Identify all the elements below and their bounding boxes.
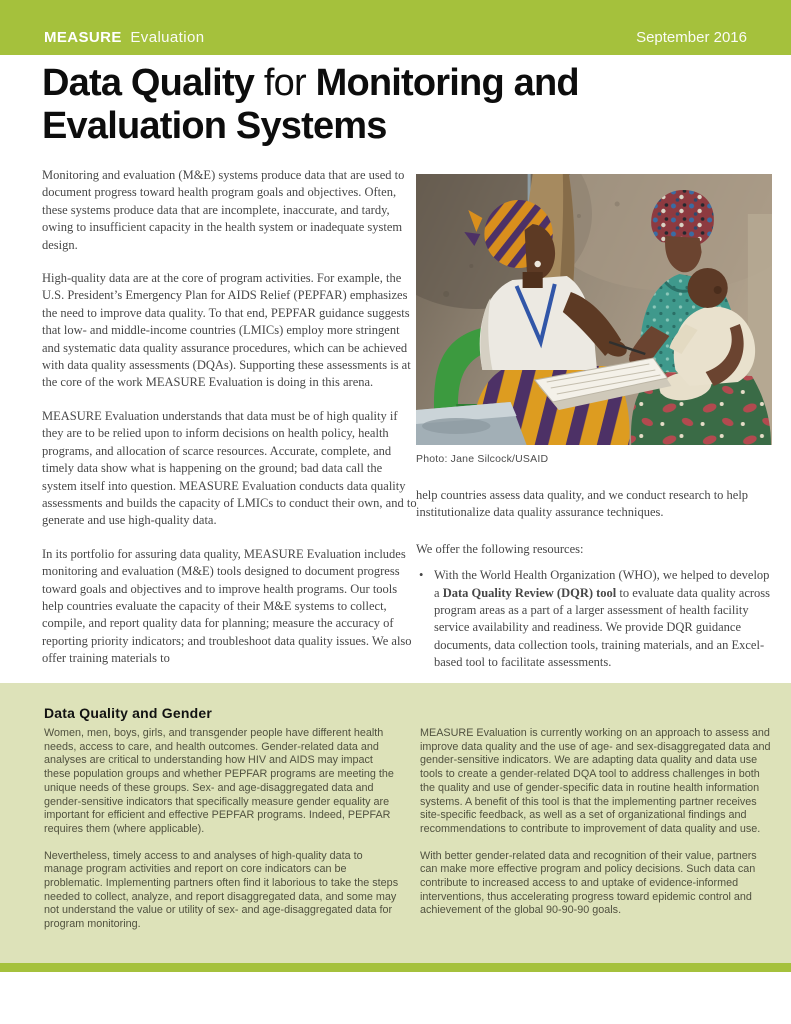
gender-right-column [420, 727, 772, 931]
title-seg-light: for [254, 62, 316, 104]
right-column [416, 174, 772, 672]
gender-left-column [44, 727, 400, 945]
field-interview-photo [416, 174, 772, 445]
intro-paragraph: High-quality data are at the core of program activities. For example, the U.S. President’s Emergency Plan for AIDS Relief (PEPFAR) emphasizes the need to improve data quality. To that end, PEPFAR guidance suggests that low- and middle-income countries (LMICs) employ more stringent and systematic data quality assurance procedures, which can be achieved with data quality assessments (DQAs). Supporting these assessments is at the core of the work MEASURE Evaluation is doing in this arena. [42, 271, 411, 390]
gender-paragraph: With better gender-related data and recognition of their value, partners can make more effective program and policy decisions. Such data can contribute to increased access to and uptake of evidence-informed interventions, thus accelerating progress toward epidemic control and achievement of the global 90-90-90 goals. [420, 849, 757, 917]
resource-text-bold: Data Quality Review (DQR) tool [442, 585, 617, 600]
intro-paragraph: In its portfolio for assuring data quality, MEASURE Evaluation includes monitoring and evaluation (M&E) tools designed to document progress toward goals and objectives and to improve health programs. Our tools help countries evaluate the capacity of their M&E systems to collect, compile, and report quality data for planning; measure the accuracy of reporting priority indicators; and troubleshoot data quality issues. We also offer training materials to [42, 546, 412, 666]
resources-text [416, 487, 772, 672]
top-banner [0, 0, 791, 55]
resources-intro: We offer the following resources: [416, 541, 584, 556]
title-seg-bold-1: Data Quality [42, 62, 255, 104]
photo-caption: Photo: Jane Silcock/USAID [416, 453, 549, 465]
intro-paragraph: Monitoring and evaluation (M&E) systems produce data that are used to document progress toward health program goals and objectives. Often, these systems produce data that are incomplete, inaccurate, and tardy, owing to insufficient capacity in the health system or inadequate system design. [42, 168, 405, 252]
gender-section-heading: Data Quality and Gender [44, 705, 212, 721]
resource-text-pre: With the World Health Organization (WHO), we helped to develop a [434, 568, 770, 600]
resource-item-text [434, 567, 772, 671]
continuation-paragraph: help countries assess data quality, and we conduct research to help institutionalize data quality assurance techniques. [416, 488, 749, 520]
brand-name-bold: MEASURE [44, 29, 122, 46]
photo-illustration [416, 174, 772, 445]
resources-list [416, 567, 772, 671]
footer-accent-bar [0, 963, 791, 972]
gender-paragraph: Women, men, boys, girls, and transgender people have different health needs, access to care, and health outcomes. Gender-related data and analyses are critical to understanding how HIV and AIDS may impact these population groups and whether PEPFAR programs are meeting the unique needs of these groups. Sex- and age-disaggregated data and gender-sensitive indicators that specifically measure gender equality are important for efficient and effective PEPFAR programs. Indeed, PEPFAR requires them (where applicable). [44, 727, 394, 835]
brand-logo [44, 29, 204, 46]
gender-section [0, 683, 791, 963]
issue-date: September 2016 [636, 29, 747, 46]
bullet-glyph: • [419, 568, 424, 583]
intro-paragraph: MEASURE Evaluation understands that data must be of high quality if they are to be relied upon to inform decisions on health policy, health programs, and allocation of scarce resources. Accurate, complete, and timely data show what is happening on the ground; bad data call the system itself into question. MEASURE Evaluation conducts data quality assessments and builds the capacity of LMICs to conduct their own, and to generate and use high-quality data. [42, 408, 417, 528]
brand-name-light: Evaluation [130, 29, 205, 46]
title-seg-bold-2: Monitoring and Evaluation Systems [42, 62, 579, 147]
resource-text-post: to evaluate data quality across program areas as a part of a larger assessment of health facility service availability and readiness. We provide DQR guidance documents, data collection tools, training materials, and an Excel-based tool to facilitate assessments. [434, 585, 771, 670]
intro-column [42, 167, 417, 684]
page-title [42, 62, 748, 148]
resource-item [416, 567, 772, 671]
gender-paragraph: MEASURE Evaluation is currently working on an approach to assess and improve data quality and the use of age- and sex-disaggregated data and gender-sensitive indicators. We are adapting data quality and data use tools to create a gender-related DQA tool to address challenges in both the quality and use of gender-specific data in routine health information systems. A benefit of this tool is that the implementing partner receives site-specific feedback, as well as a set of organizational findings and recommendations to contribute to improvement of data quality and use. [420, 727, 771, 835]
gender-paragraph: Nevertheless, timely access to and analyses of high-quality data to manage program activities and report on core indicators can be problematic. Implementing partners often find it laborious to take the steps needed to collect, analyze, and report disaggregated data, and some may not understand the value or utility of sex- and age-disaggregated data for program monitoring. [44, 849, 399, 931]
